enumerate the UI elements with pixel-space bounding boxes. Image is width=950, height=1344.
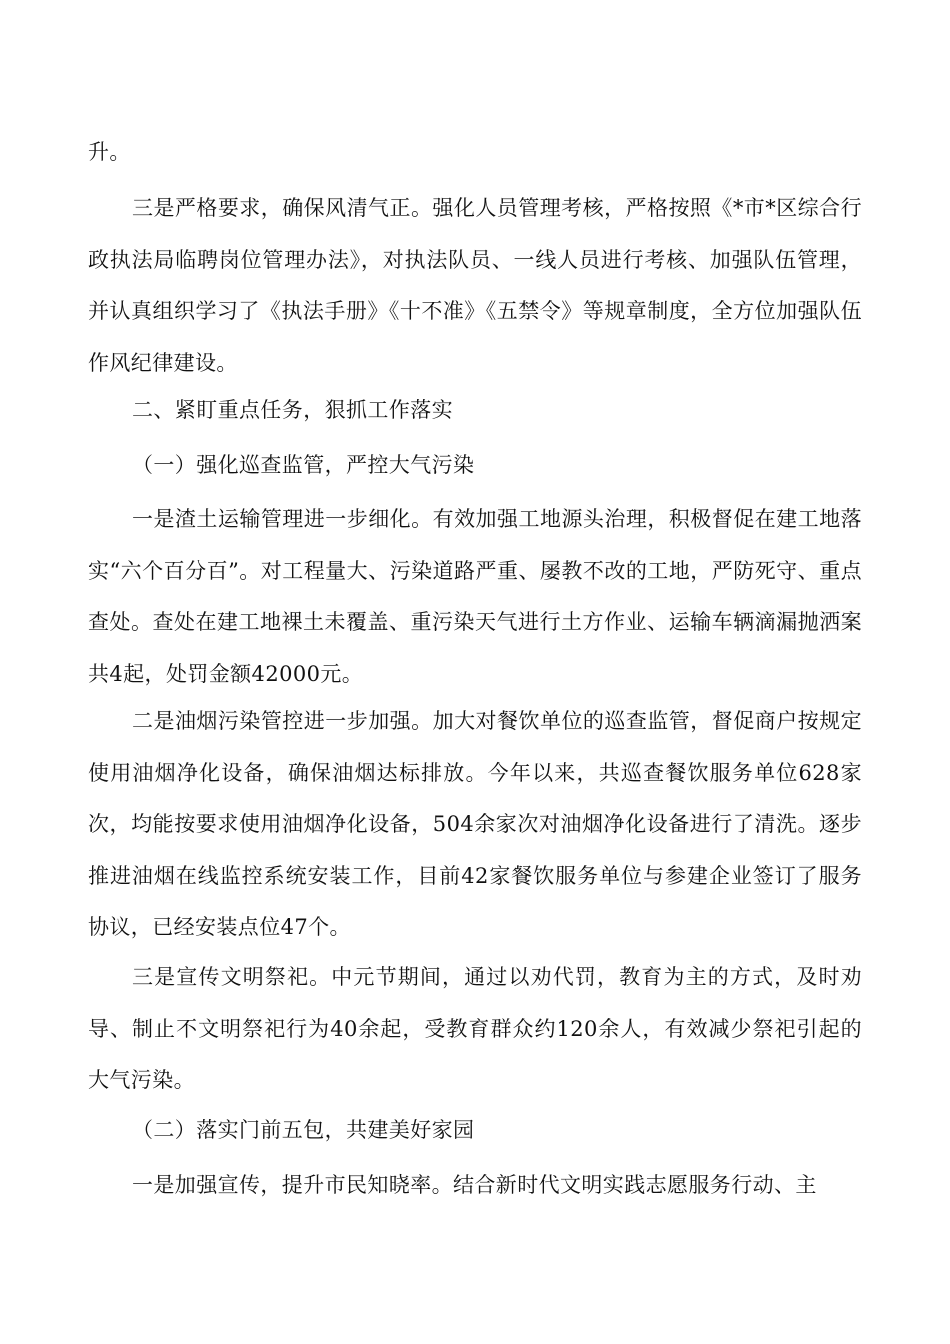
subsection-heading-air-pollution: （一）强化巡查监管，严控大气污染 bbox=[132, 453, 475, 477]
paragraph-civilized-sacrifice: 三是宣传文明祭祀。中元节期间，通过以劝代罚，教育为主的方式，及时劝导、制止不文明祭祀行为40余起，受教育群众约120余人，有效减少祭祀引起的大气污染。 bbox=[88, 965, 862, 1092]
paragraph-continuation: 升。 bbox=[88, 140, 131, 164]
paragraph-cooking-fumes: 二是油烟污染管控进一步加强。加大对餐饮单位的巡查监管，督促商户按规定使用油烟净化设备，确保油烟达标排放。今年以来，共巡查餐饮服务单位628家次，均能按要求使用油烟净化设备，504余家次对油烟净化设备进行了清洗。逐步推进油烟在线监控系统安装工作，目前42家餐饮服务单位与参建企业签订了服务协议，已经安装点位47个。 bbox=[88, 709, 862, 939]
subsection-heading-five-guarantees: （二）落实门前五包，共建美好家园 bbox=[132, 1118, 475, 1142]
paragraph-publicity: 一是加强宣传，提升市民知晓率。结合新时代文明实践志愿服务行动、主 bbox=[132, 1173, 817, 1197]
paragraph-muck-transport: 一是渣土运输管理进一步细化。有效加强工地源头治理，积极督促在建工地落实“六个百分百”。对工程量大、污染道路严重、屡教不改的工地，严防死守、重点查处。查处在建工地裸土未覆盖、重污染天气进行土方作业、运输车辆滴漏抛洒案共4起，处罚金额42000元。 bbox=[88, 507, 862, 686]
paragraph-strict-requirements: 三是严格要求，确保风清气正。强化人员管理考核，严格按照《*市*区综合行政执法局临聘岗位管理办法》，对执法队员、一线人员进行考核、加强队伍管理，并认真组织学习了《执法手册》《十不准》《五禁令》等规章制度，全方位加强队伍作风纪律建设。 bbox=[88, 196, 862, 375]
section-heading-key-tasks: 二、紧盯重点任务，狠抓工作落实 bbox=[132, 398, 453, 422]
